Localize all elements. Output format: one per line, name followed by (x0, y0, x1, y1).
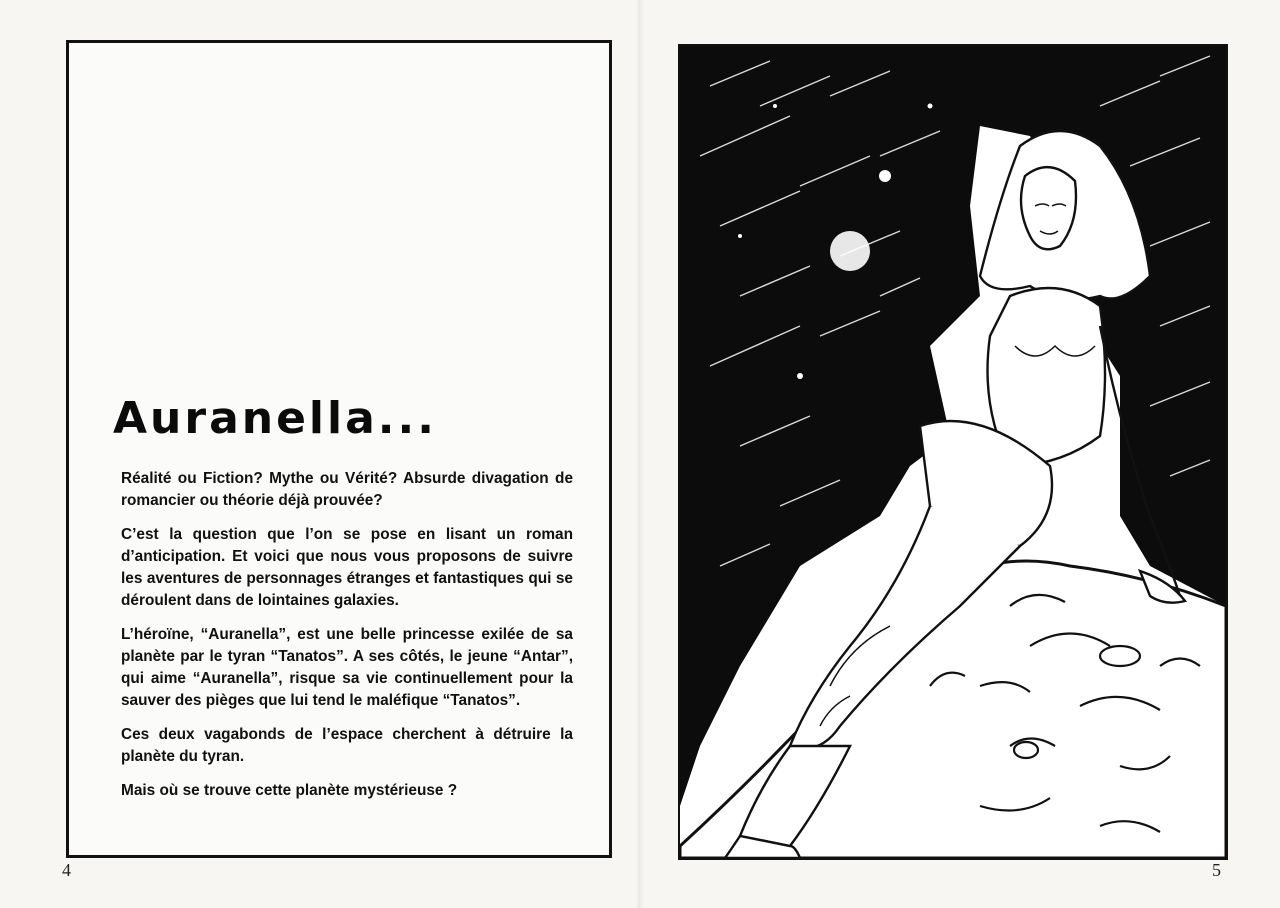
page-number-left: 4 (62, 860, 71, 880)
left-page-frame (66, 40, 612, 858)
paragraph-1: Réalité ou Fiction? Mythe ou Vérité? Absurde divagation de romancier ou théorie déjà prouvée? (121, 470, 573, 509)
page-title: Auranella... (113, 393, 437, 444)
paragraph-2: C’est la question que l’on se pose en lisant un roman d’anticipation. Et voici que nous vous proposons de suivre les aventures de personnages étranges et fantastiques qui se déroulent dans de lointaines galaxies. (121, 526, 573, 609)
intro-text (121, 468, 573, 814)
illustration-frame (678, 44, 1228, 860)
page-number-right: 5 (1212, 860, 1221, 880)
illustration-image (680, 46, 1226, 858)
paragraph-3: L’héroïne, “Auranella”, est une belle princesse exilée de sa planète par le tyran “Tanatos”. A ses côtés, le jeune “Antar”, qui aime “Auranella”, risque sa vie continuellement pour la sauver des pièges que lui tend le maléfique “Tanatos”. (121, 626, 573, 709)
book-gutter (636, 0, 644, 908)
paragraph-5: Mais où se trouve cette planète mystérieuse ? (121, 782, 458, 799)
paragraph-4: Ces deux vagabonds de l’espace cherchent à détruire la planète du tyran. (121, 726, 573, 765)
